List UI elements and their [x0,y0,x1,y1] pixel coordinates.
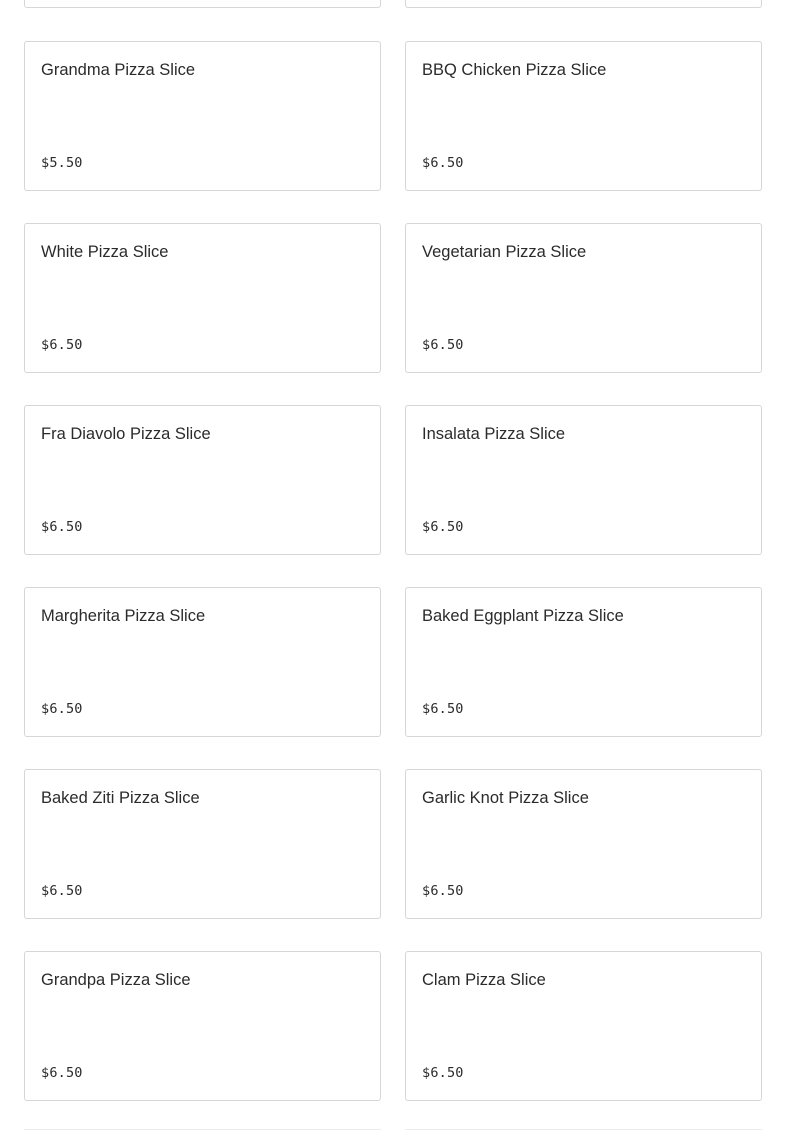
menu-item-name: Fra Diavolo Pizza Slice [41,425,211,443]
menu-item-name: Grandpa Pizza Slice [41,971,191,989]
menu-item-price: $6.50 [422,519,464,535]
menu-item-card-partial[interactable] [405,0,762,8]
menu-item-card[interactable] [405,587,762,737]
menu-item-name: Baked Ziti Pizza Slice [41,789,200,807]
menu-item-card[interactable] [24,41,381,191]
menu-item-price: $6.50 [422,701,464,717]
menu-item-name: Margherita Pizza Slice [41,607,206,625]
menu-item-card[interactable] [405,951,762,1101]
menu-item-price: $6.50 [422,1065,464,1081]
menu-item-card[interactable] [405,223,762,373]
menu-item-card[interactable] [24,951,381,1101]
menu-item-price: $6.50 [422,337,464,353]
menu-item-price: $6.50 [41,519,83,535]
menu-item-price: $6.50 [422,155,464,171]
menu-item-price: $6.50 [41,1065,83,1081]
menu-item-price: $6.50 [41,883,83,899]
menu-item-name: Insalata Pizza Slice [422,425,566,443]
menu-item-card[interactable] [24,769,381,919]
menu-item-price: $6.50 [41,701,83,717]
menu-item-name: Baked Eggplant Pizza Slice [422,607,624,625]
menu-item-card[interactable] [405,41,762,191]
menu-item-card[interactable] [24,223,381,373]
menu-item-price: $6.50 [41,337,83,353]
menu-item-name: White Pizza Slice [41,243,169,261]
menu-item-card-partial[interactable] [24,0,381,8]
menu-item-card[interactable] [24,405,381,555]
menu-item-card[interactable] [24,587,381,737]
menu-item-name: Clam Pizza Slice [422,971,546,989]
menu-item-card[interactable] [405,769,762,919]
menu-item-price: $6.50 [422,883,464,899]
menu-item-name: Garlic Knot Pizza Slice [422,789,589,807]
menu-item-name: BBQ Chicken Pizza Slice [422,61,607,79]
menu-item-card[interactable] [405,405,762,555]
menu-item-name: Vegetarian Pizza Slice [422,243,587,261]
menu-item-price: $5.50 [41,155,83,171]
menu-item-name: Grandma Pizza Slice [41,61,196,79]
